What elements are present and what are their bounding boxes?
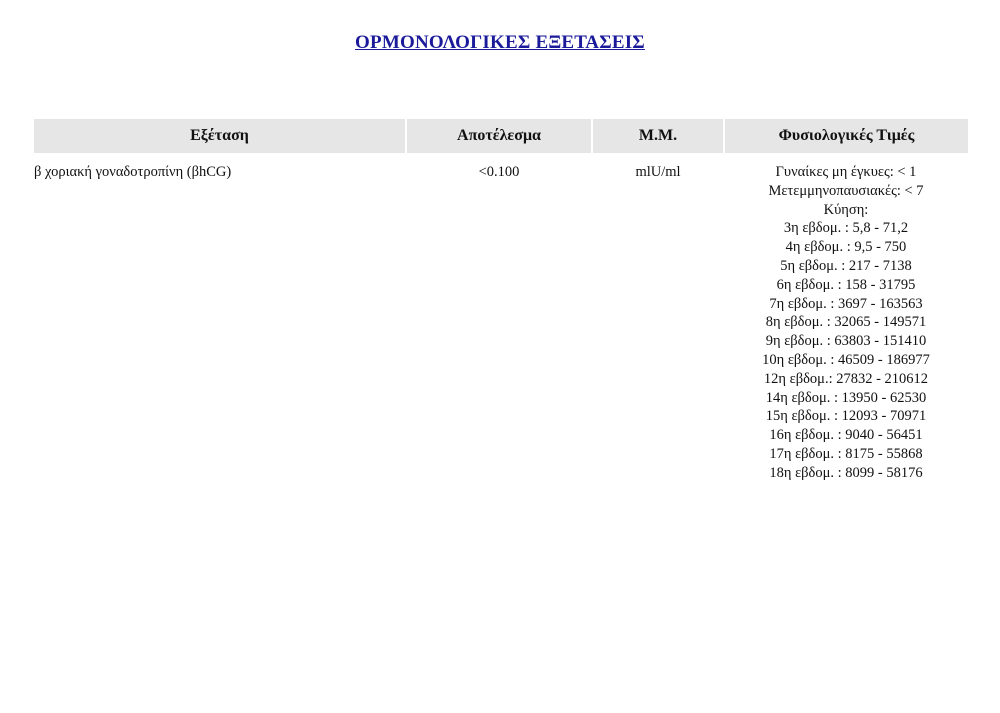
- table-row: [34, 153, 968, 483]
- reference-line: 8η εβδομ. : 32065 - 149571: [765, 314, 927, 331]
- reference-line: 16η εβδομ. : 9040 - 56451: [769, 427, 923, 444]
- results-table: [34, 119, 968, 483]
- header-result: Αποτέλεσμα: [406, 119, 592, 153]
- reference-line: 17η εβδομ. : 8175 - 55868: [769, 445, 923, 462]
- reference-line: Κύηση:: [823, 201, 869, 218]
- header-exam: Εξέταση: [34, 119, 406, 153]
- header-unit: Μ.Μ.: [592, 119, 724, 153]
- reference-line: Γυναίκες μη έγκυες: < 1: [775, 164, 917, 180]
- reference-line: 7η εβδομ. : 3697 - 163563: [769, 295, 923, 312]
- exam-unit: mlU/ml: [635, 164, 681, 180]
- reference-line: 10η εβδομ. : 46509 - 186977: [762, 351, 930, 368]
- reference-line: 18η εβδομ. : 8099 - 58176: [769, 464, 923, 481]
- exam-name: β χοριακή γοναδοτροπίνη (βhCG): [34, 164, 232, 180]
- exam-result: <0.100: [478, 164, 520, 180]
- reference-line: 12η εβδομ.: 27832 - 210612: [763, 370, 929, 387]
- reference-line: 9η εβδομ. : 63803 - 151410: [765, 333, 927, 350]
- table-header-row: [34, 119, 968, 153]
- header-reference: Φυσιολογικές Τιμές: [724, 119, 968, 153]
- reference-line: 3η εβδομ. : 5,8 - 71,2: [783, 220, 909, 237]
- reference-line: Μετεμμηνοπαυσιακές: < 7: [768, 182, 924, 199]
- reference-range: [724, 153, 968, 483]
- page-title: ΟΡΜΟΝΟΛΟΓΙΚΕΣ ΕΞΕΤΑΣΕΙΣ: [355, 32, 645, 53]
- reference-line: 5η εβδομ. : 217 - 7138: [780, 257, 912, 274]
- reference-line: 6η εβδομ. : 158 - 31795: [776, 276, 916, 293]
- reference-line: 15η εβδομ. : 12093 - 70971: [765, 408, 927, 425]
- reference-line: 14η εβδομ. : 13950 - 62530: [765, 389, 927, 406]
- reference-line: 4η εβδομ. : 9,5 - 750: [785, 239, 907, 256]
